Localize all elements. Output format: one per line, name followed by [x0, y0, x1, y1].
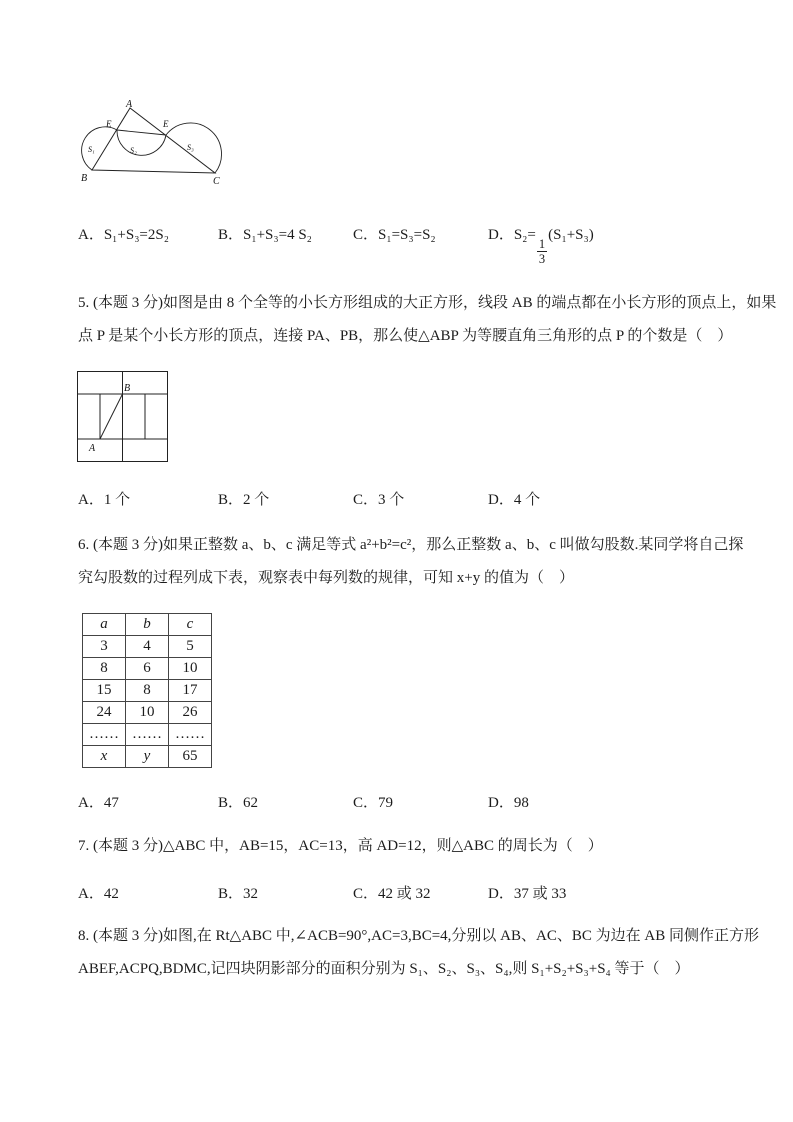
- table-row: [83, 657, 212, 679]
- segment-e1-e2: [117, 130, 166, 135]
- q6-options: [78, 787, 727, 820]
- q5-figure-square-rectangles: [76, 370, 170, 464]
- area-label-s2: S₂: [130, 146, 137, 155]
- table-cell: 8: [83, 657, 126, 679]
- q4-option-d-suffix: (S₁+S₃): [548, 227, 594, 243]
- question-8-line-1: 8. (本题 3 分)如图,在 Rt△ABC 中,∠ACB=90°,AC=3,BC=4,分别以 AB、AC、BC 为边在 AB 同侧作正方形: [78, 927, 759, 944]
- question-7-line-1: 7. (本题 3 分)△ABC 中，AB=15，AC=13，高 AD=12，则△ABC 的周长为（ ）: [78, 837, 603, 854]
- q4-options: [78, 219, 727, 267]
- table-cell: 26: [169, 701, 212, 723]
- q4-option-b: B．S₁+S₃=4 S₂: [218, 227, 312, 243]
- fraction-denominator: 3: [538, 252, 546, 267]
- table-row: [83, 701, 212, 723]
- question-6-line-2: 究勾股数的过程列成下表，观察表中每列数的规律，可知 x+y 的值为（ ）: [78, 569, 574, 586]
- q5-option-d: D．4 个: [488, 491, 541, 508]
- fraction-one-third: [537, 237, 547, 267]
- q6-option-a: A．47: [78, 794, 119, 811]
- q7-options: [78, 878, 727, 911]
- point-label-b: B: [81, 173, 88, 184]
- point-label-e2: E: [163, 119, 169, 129]
- table-header-b: b: [126, 613, 169, 635]
- question-8-line-2: ABEF,ACPQ,BDMC,记四块阴影部分的面积分别为 S₁、S₂、S₃、S₄,则 S₁+S₂+S₃+S₄ 等于（ ）: [78, 960, 690, 977]
- semicircle-s2: [117, 130, 166, 155]
- table-cell-x: x: [83, 745, 126, 767]
- question-6: [78, 529, 744, 595]
- table-row: [83, 745, 212, 767]
- table-cell: 15: [83, 679, 126, 701]
- table-cell: ……: [83, 723, 126, 745]
- point-label-e1: E: [106, 119, 112, 129]
- area-label-s1: S₁: [88, 145, 95, 154]
- q4-option-d-prefix: D．S₂=: [488, 227, 536, 243]
- table-cell: 10: [126, 701, 169, 723]
- table-cell: 8: [126, 679, 169, 701]
- table-cell: 65: [169, 745, 212, 767]
- point-label-a: A: [89, 442, 96, 454]
- table-cell: 4: [126, 635, 169, 657]
- area-label-s3: S₃: [187, 143, 194, 152]
- point-label-a: A: [126, 100, 133, 110]
- q7-option-d: D．37 或 33: [488, 885, 567, 902]
- q7-option-c: C．42 或 32: [353, 885, 431, 902]
- table-cell: 3: [83, 635, 126, 657]
- q6-option-d: D．98: [488, 794, 529, 811]
- table-cell: 6: [126, 657, 169, 679]
- question-7: [78, 830, 727, 863]
- q4-option-c: C．S₁=S₃=S₂: [353, 227, 436, 243]
- q5-option-b: B．2 个: [218, 491, 270, 508]
- q5-option-a: A．1 个: [78, 491, 131, 508]
- table-cell: ……: [169, 723, 212, 745]
- table-cell: 17: [169, 679, 212, 701]
- semicircle-s1: [82, 127, 117, 170]
- q7-option-b: B．32: [218, 885, 259, 902]
- table-cell: ……: [126, 723, 169, 745]
- q4-option-a: A．S₁+S₃=2S₂: [78, 227, 169, 243]
- point-label-c: C: [213, 176, 220, 187]
- q4-figure-triangle-semicircles: [80, 100, 225, 188]
- table-row: [83, 635, 212, 657]
- segment-ab: [100, 394, 123, 439]
- table-cell: 5: [169, 635, 212, 657]
- table-header-row: [83, 613, 212, 635]
- q7-option-a: A．42: [78, 885, 119, 902]
- question-5-line-2: 点 P 是某个小长方形的顶点，连接 PA、PB，那么使△ABP 为等腰直角三角形的点 P 的个数是（ ）: [78, 327, 733, 344]
- table-cell: 24: [83, 701, 126, 723]
- table-header-a: a: [83, 613, 126, 635]
- q6-option-c: C．79: [353, 794, 394, 811]
- q5-option-c: C．3 个: [353, 491, 405, 508]
- q4-option-d: [488, 219, 727, 267]
- question-5: [78, 287, 777, 353]
- table-row: [83, 723, 212, 745]
- table-cell-y: y: [126, 745, 169, 767]
- table-cell: 10: [169, 657, 212, 679]
- triangle-abc: [92, 108, 215, 173]
- point-label-b: B: [124, 382, 131, 394]
- question-8: [78, 920, 759, 986]
- table-header-c: c: [169, 613, 212, 635]
- q5-options: [78, 484, 727, 517]
- question-5-line-1: 5. (本题 3 分)如图是由 8 个全等的小长方形组成的大正方形，线段 AB 的端点都在小长方形的顶点上，如果: [78, 294, 777, 311]
- pythagorean-triples-table: [82, 613, 212, 768]
- table-row: [83, 679, 212, 701]
- question-6-line-1: 6. (本题 3 分)如果正整数 a、b、c 满足等式 a²+b²=c²，那么正整数 a、b、c 叫做勾股数.某同学将自己探: [78, 536, 744, 553]
- q6-option-b: B．62: [218, 794, 259, 811]
- fraction-numerator: 1: [538, 237, 546, 251]
